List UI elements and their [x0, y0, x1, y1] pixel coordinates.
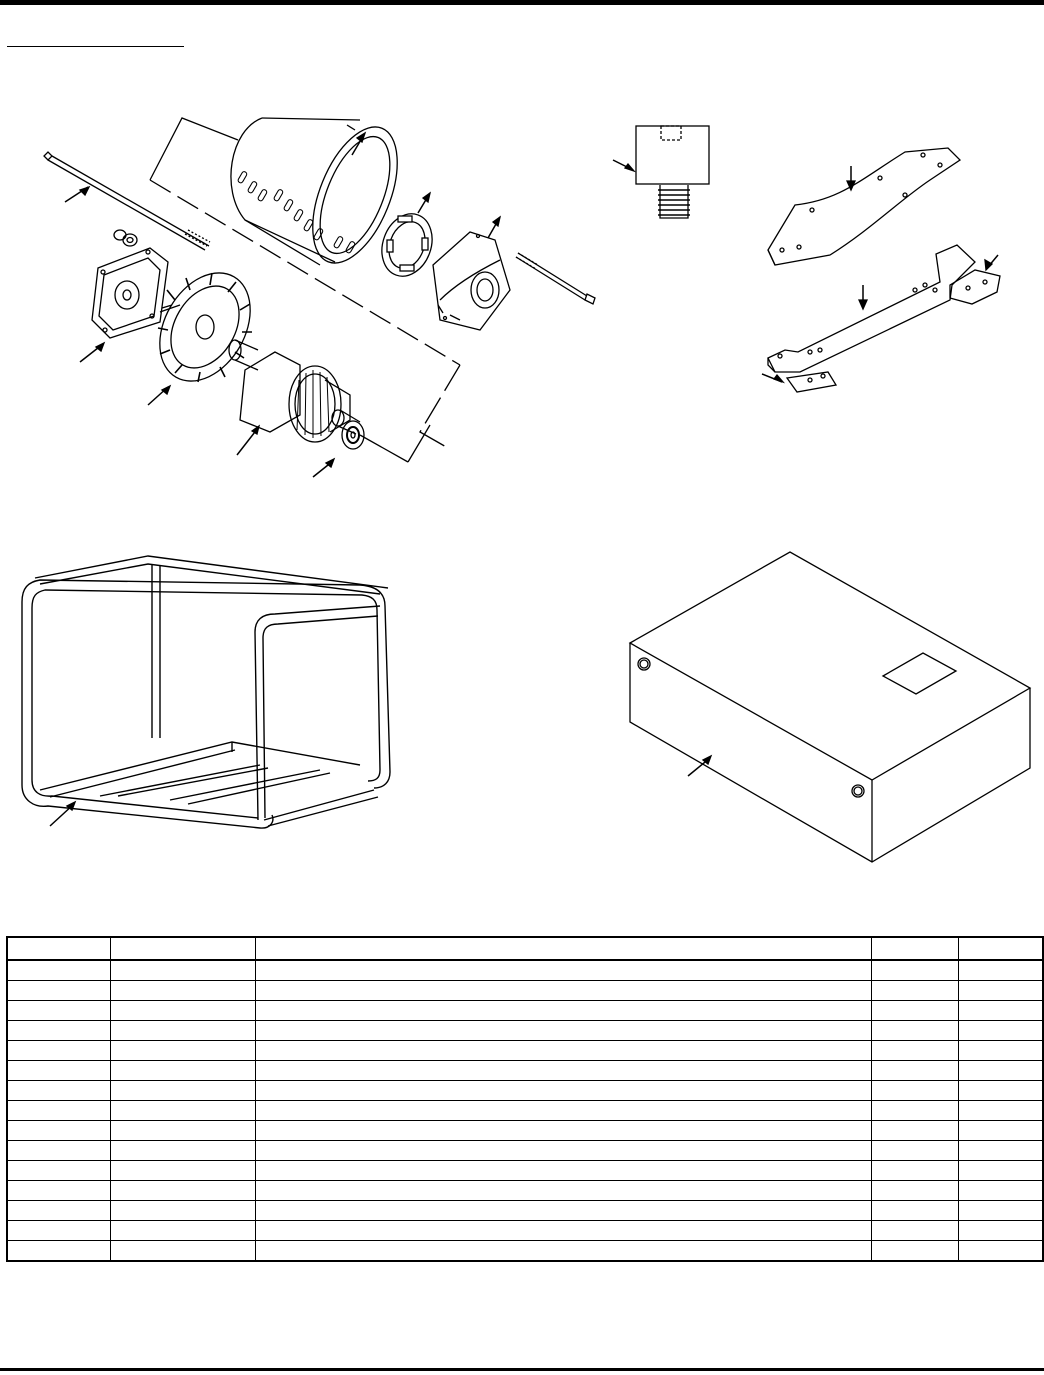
table-cell: [958, 1061, 1043, 1081]
table-cell: [255, 1101, 871, 1121]
table-row: [7, 1021, 1043, 1041]
table-header-row: [7, 937, 1043, 960]
table-cell: [110, 981, 255, 1001]
table-row: [7, 1061, 1043, 1081]
header-cell: [7, 937, 110, 960]
table-cell: [958, 960, 1043, 981]
table-cell: [871, 1061, 958, 1081]
table-cell: [110, 1061, 255, 1081]
table-cell: [7, 1221, 110, 1241]
end-cover-plate: [92, 248, 168, 338]
table-cell: [7, 1061, 110, 1081]
table-cell: [110, 1121, 255, 1141]
table-cell: [958, 1161, 1043, 1181]
table-cell: [255, 1221, 871, 1241]
table-cell: [7, 981, 110, 1001]
mounting-brackets: [762, 148, 1000, 392]
table-cell: [110, 1001, 255, 1021]
table-cell: [7, 960, 110, 981]
table-cell: [255, 1181, 871, 1201]
table-cell: [958, 1181, 1043, 1201]
table-cell: [7, 1081, 110, 1101]
table-cell: [871, 1081, 958, 1101]
table-cell: [255, 1041, 871, 1061]
table-cell: [110, 1221, 255, 1241]
table-cell: [871, 960, 958, 981]
table-cell: [958, 1241, 1043, 1262]
table-cell: [958, 1081, 1043, 1101]
table-cell: [110, 1081, 255, 1101]
rotor: [229, 340, 360, 442]
table-cell: [110, 960, 255, 981]
table-cell: [255, 1201, 871, 1221]
table-cell: [255, 1121, 871, 1141]
table-cell: [255, 1061, 871, 1081]
header-cell: [958, 937, 1043, 960]
end-bell: [433, 232, 510, 330]
table-cell: [958, 981, 1043, 1001]
table-cell: [7, 1001, 110, 1021]
table-row: [7, 1081, 1043, 1101]
table-cell: [7, 1101, 110, 1121]
table-cell: [110, 1241, 255, 1262]
table-cell: [871, 1241, 958, 1262]
parts-list-table: [6, 936, 1044, 1262]
table-cell: [871, 1041, 958, 1061]
table-row: [7, 1101, 1043, 1121]
table-cell: [871, 1101, 958, 1121]
table-cell: [871, 1201, 958, 1221]
table-cell: [871, 1221, 958, 1241]
table-cell: [958, 1201, 1043, 1221]
vibration-mount: [613, 126, 709, 218]
header-cell: [871, 937, 958, 960]
table-row: [7, 1121, 1043, 1141]
table-row: [7, 1041, 1043, 1061]
table-row: [7, 1141, 1043, 1161]
table-cell: [255, 1081, 871, 1101]
table-row: [7, 1181, 1043, 1201]
table-row: [7, 1161, 1043, 1181]
table-cell: [871, 981, 958, 1001]
table-cell: [958, 1141, 1043, 1161]
header-cell: [255, 937, 871, 960]
table-cell: [255, 960, 871, 981]
bottom-rule: [0, 1368, 1044, 1371]
table-cell: [110, 1201, 255, 1221]
table-cell: [871, 1121, 958, 1141]
table-row: [7, 1221, 1043, 1241]
table-cell: [958, 1021, 1043, 1041]
generator-exploded-view: [44, 115, 595, 477]
table-cell: [110, 1161, 255, 1181]
table-row: [7, 1241, 1043, 1262]
control-box: [630, 552, 1030, 862]
table-cell: [7, 1181, 110, 1201]
table-cell: [255, 1141, 871, 1161]
table-cell: [110, 1141, 255, 1161]
table-cell: [7, 1141, 110, 1161]
cooling-fan: [141, 257, 268, 397]
table-cell: [958, 1101, 1043, 1121]
table-cell: [110, 1041, 255, 1061]
table-cell: [871, 1021, 958, 1041]
table-cell: [110, 1021, 255, 1041]
table-cell: [110, 1181, 255, 1201]
table-cell: [871, 1181, 958, 1201]
nut-washer: [114, 230, 137, 246]
table-cell: [7, 1161, 110, 1181]
header-cell: [110, 937, 255, 960]
table-cell: [7, 1201, 110, 1221]
table-cell: [7, 1041, 110, 1061]
table-cell: [871, 1161, 958, 1181]
table-cell: [871, 1141, 958, 1161]
table-cell: [255, 1021, 871, 1041]
table-row: [7, 1001, 1043, 1021]
table-cell: [255, 1241, 871, 1262]
table-cell: [871, 1001, 958, 1021]
table-cell: [958, 1121, 1043, 1141]
table-cell: [255, 981, 871, 1001]
table-row: [7, 1201, 1043, 1221]
table-cell: [958, 1041, 1043, 1061]
table-cell: [7, 1121, 110, 1141]
table-cell: [110, 1101, 255, 1121]
table-cell: [255, 1161, 871, 1181]
table-cell: [7, 1021, 110, 1041]
table-cell: [958, 1001, 1043, 1021]
tubular-frame: [22, 556, 390, 828]
table-cell: [7, 1241, 110, 1262]
through-bolt-right: [516, 253, 595, 304]
table-cell: [958, 1221, 1043, 1241]
table-row: [7, 960, 1043, 981]
table-cell: [255, 1001, 871, 1021]
table-row: [7, 981, 1043, 1001]
